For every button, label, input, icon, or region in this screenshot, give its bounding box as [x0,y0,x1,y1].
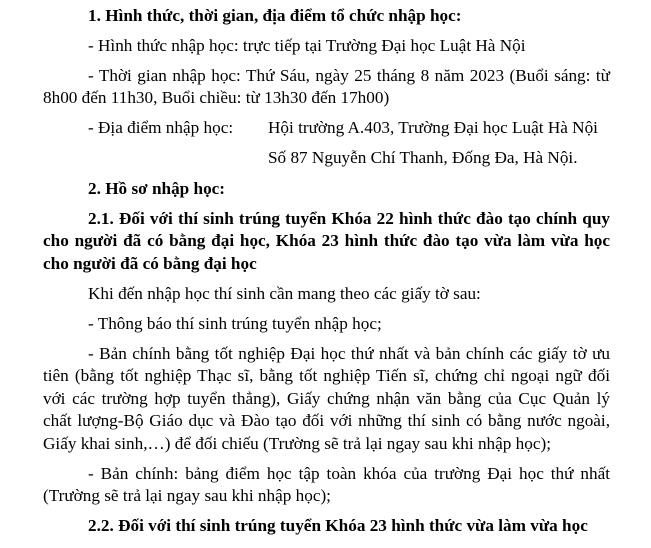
document-item-3-line2: (Trường sẽ trả lại ngay sau khi nhập học); [43,486,331,505]
admission-place-label: - Địa điểm nhập học: [88,118,234,137]
admission-time-line2: 8h00 đến 11h30, Buổi chiều: từ 13h30 đến 17h00) [43,88,390,107]
documents-intro: Khi đến nhập học thí sinh cần mang theo các giấy tờ sau: [88,284,481,303]
document-item-2-line1: - Bản chính bằng tốt nghiệp Đại học thứ nhất và bản chính các giấy tờ ưu [88,344,610,363]
document-item-3-line1: - Bản chính: bảng điểm học tập toàn khóa của trường Đại học thứ nhất [88,464,610,483]
admission-place-line1: Hội trường A.403, Trường Đại học Luật Hà Nội [268,118,598,137]
document-item-1: - Thông báo thí sinh trúng tuyển nhập học; [88,314,382,333]
subsection-2-1-line2: cho người đã có bằng đại học, Khóa 23 hình thức đào tạo vừa làm vừa học [43,231,610,250]
document-item-2-line2: tiên (bằng tốt nghiệp Thạc sĩ, bằng tốt nghiệp Tiến sĩ, chứng chỉ ngoại ngữ đối [43,366,610,385]
subsection-2-1-line1: 2.1. Đối với thí sinh trúng tuyển Khóa 22 hình thức đào tạo chính quy [88,209,610,228]
document-item-2-line3: với các trường hợp tuyển thẳng), Giấy chứng nhận văn bằng của Cục Quản lý [43,389,610,408]
section1-heading: 1. Hình thức, thời gian, địa điểm tổ chức nhập học: [88,6,462,25]
document-item-2-line4: chất lượng-Bộ Giáo dục và Đào tạo đối với những thí sinh có bằng nước ngoài, [43,411,610,430]
admission-form: - Hình thức nhập học: trực tiếp tại Trường Đại học Luật Hà Nội [88,36,526,55]
admission-time-line1: - Thời gian nhập học: Thứ Sáu, ngày 25 tháng 8 năm 2023 (Buổi sáng: từ [88,66,610,85]
subsection-2-1-line3: cho người đã có bằng đại học [43,254,257,273]
document-item-2-line5: Giấy khai sinh,…) để đối chiếu (Trường sẽ trả lại ngay sau khi nhập học); [43,434,551,453]
admission-place-line2: Số 87 Nguyễn Chí Thanh, Đống Đa, Hà Nội. [268,148,578,167]
section2-heading: 2. Hồ sơ nhập học: [88,179,226,198]
subsection-2-2-heading: 2.2. Đối với thí sinh trúng tuyển Khóa 23 hình thức vừa làm vừa học [88,516,588,535]
